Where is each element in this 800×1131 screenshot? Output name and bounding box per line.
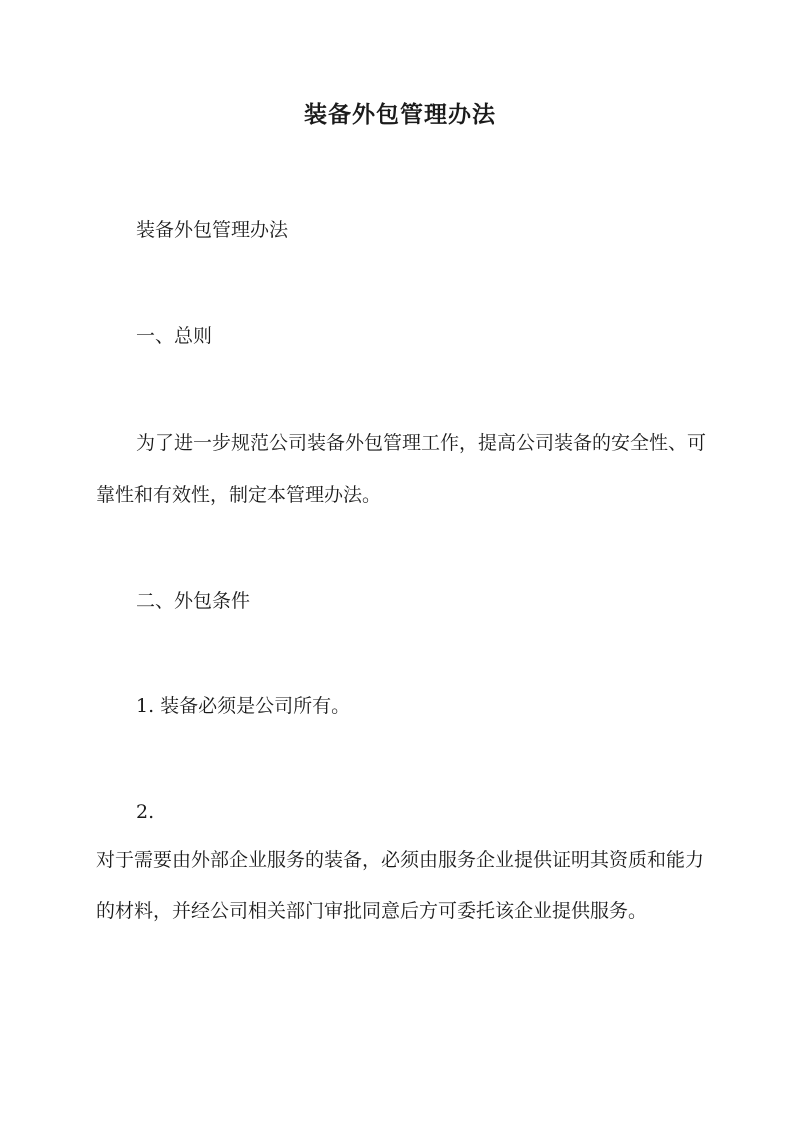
condition-item-2-line-1: 对于需要由外部企业服务的装备，必须由服务企业提供证明其资质和能力	[96, 849, 705, 871]
general-paragraph-line-2: 靠性和有效性，制定本管理办法。	[96, 484, 382, 506]
document-subtitle: 装备外包管理办法	[136, 219, 289, 241]
section-heading-general: 一、总则	[136, 325, 213, 347]
document-title: 装备外包管理办法	[304, 101, 496, 128]
section-heading-conditions: 二、外包条件	[136, 590, 251, 612]
condition-item-2-line-2: 的材料，并经公司相关部门审批同意后方可委托该企业提供服务。	[96, 900, 648, 922]
condition-item-2-number: 2.	[136, 801, 155, 823]
condition-item-1: 1. 装备必须是公司所有。	[136, 695, 351, 717]
general-paragraph-line-1: 为了进一步规范公司装备外包管理工作，提高公司装备的安全性、可	[136, 432, 707, 454]
